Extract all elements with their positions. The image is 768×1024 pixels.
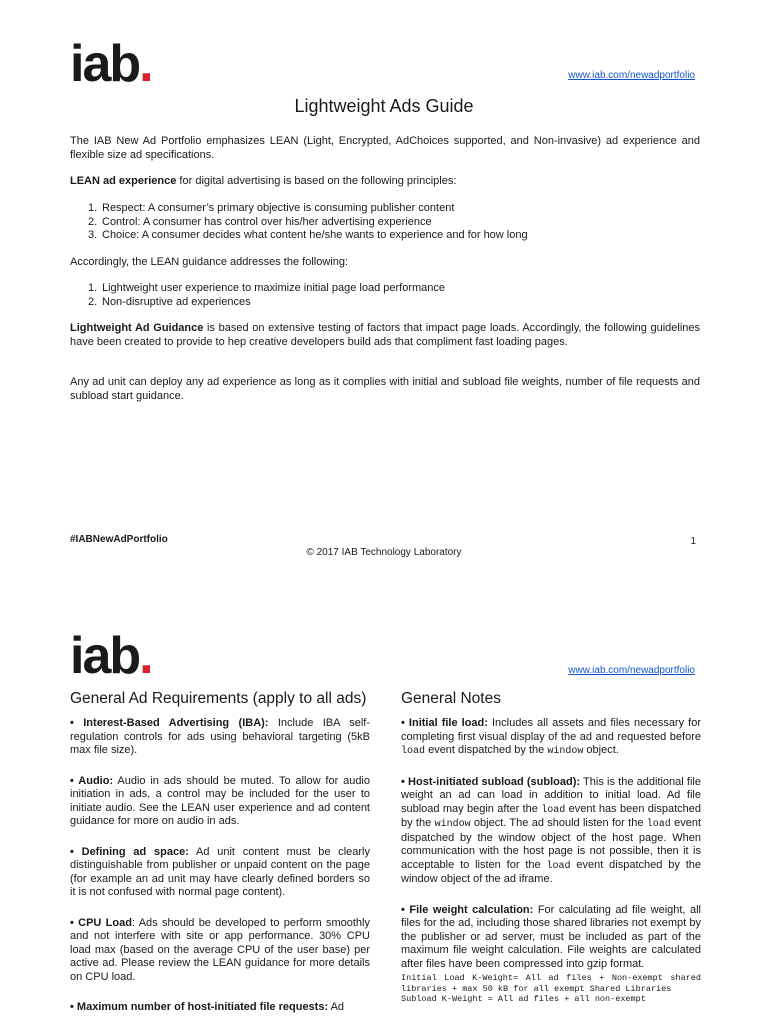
guidance-paragraph xyxy=(70,322,700,349)
list-item: 1. Respect: A consumer’s primary objective is consuming publisher content xyxy=(88,202,455,214)
requirement-item: • Maximum number of host-initiated file requests: Ad xyxy=(70,1001,345,1013)
bullet-icon: • xyxy=(70,1001,77,1013)
lean-text: for digital advertising is based on the following principles: xyxy=(176,175,457,187)
requirements-heading: General Ad Requirements (apply to all ads) xyxy=(70,690,367,707)
logo-text: iab xyxy=(70,627,140,685)
guidance-text: is based on extensive testing of factors that impact page loads. Accordingly, the following guidelines have been created to provide to hep creative developers build ads that compliment fast loading pages. xyxy=(70,322,701,348)
bullet-icon: • xyxy=(70,717,84,729)
note-initial-load: • Initial file load: Includes all assets and files necessary for completing first visual display of the ad and requested before load event dispatched by the window object. xyxy=(401,717,701,757)
bullet-icon: • xyxy=(401,775,409,788)
requirement-item: • CPU Load: Ads should be developed to perform smoothly and not interfere with site or app performance. 30% CPU load max (based on the average CPU of the user base) per active ad. Please review the LEAN guidance for more details on CPU load. xyxy=(70,916,370,983)
bullet-icon: • xyxy=(401,717,409,729)
page-title: Lightweight Ads Guide xyxy=(294,96,474,116)
accordingly-paragraph: Accordingly, the LEAN guidance addresses the following: xyxy=(70,256,349,268)
document-page-2 xyxy=(0,590,768,1024)
list-item: 3. Choice: A consumer decides what content he/she wants to experience and for how long xyxy=(88,229,528,241)
initial-load-formula: Initial Load K-Weight= All ad files + Non-exempt shared libraries + max 50 kB for all exempt Shared Libraries xyxy=(401,973,701,994)
note-file-weight: • File weight calculation: For calculating ad file weight, all files for the ad, including those shared libraries not exempt by the publisher or ad server, must be included as part of the maximum file weight calculation. File weights are calculated after files have been compressed into gzip format. xyxy=(401,903,701,970)
addresses-list xyxy=(70,282,690,309)
guidance-bold: Lightweight Ad Guidance xyxy=(70,322,204,334)
logo-dot: . xyxy=(139,35,152,93)
bullet-icon: • xyxy=(70,845,82,858)
requirement-item: • Defining ad space: Ad unit content must be clearly distinguishable from publisher or unpaid content on the page (for example an ad unit may have clearly defined borders so it is not confused with normal page content). xyxy=(70,845,370,898)
note-subload: • Host-initiated subload (subload): This is the additional file weight an ad can load in addition to initial load. Ad file subload may begin after the load event has been dispatched by the window object. The ad should listen for the load event dispatched by the window object of the host page. When communication with the host page is not possible, then it is acceptable to listen for the load event dispatched by the window object of the ad iframe. xyxy=(401,775,702,885)
bullet-icon: • xyxy=(70,774,79,787)
requirements-column xyxy=(70,688,370,1015)
bullet-icon: • xyxy=(70,916,79,929)
iab-logo xyxy=(70,627,152,685)
principles-list xyxy=(70,202,690,243)
lean-paragraph xyxy=(70,175,700,189)
bullet-icon: • xyxy=(401,903,410,916)
list-item: 2. Control: A consumer has control over his/her advertising experience xyxy=(88,215,432,228)
copyright: © 2017 IAB Technology Laboratory xyxy=(306,547,462,558)
notes-column xyxy=(401,688,701,1005)
portfolio-link[interactable]: www.iab.com/newadportfolio xyxy=(568,665,695,676)
intro-paragraph: The IAB New Ad Portfolio emphasizes LEAN (Light, Encrypted, AdChoices supported, and Non-invasive) ad experience and flexible size ad specifications. xyxy=(70,135,700,161)
requirement-item: • Audio: Audio in ads should be muted. To allow for audio initiation in ads, a control may be included for the user to initiate audio. See the LEAN user experience and ad content guidance for more on audio in ads. xyxy=(70,774,370,827)
iab-logo xyxy=(70,35,152,93)
logo-text: iab xyxy=(70,35,140,93)
list-item: 1. Lightweight user experience to maximize initial page load performance xyxy=(88,282,446,294)
lean-bold: LEAN ad experience xyxy=(70,175,177,187)
page-number: 1 xyxy=(690,536,696,547)
footer-hashtag: #IABNewAdPortfolio xyxy=(70,534,168,545)
any-ad-paragraph: Any ad unit can deploy any ad experience as long as it complies with initial and subload file weights, number of file requests and subload start guidance. xyxy=(70,376,700,402)
list-item: 2. Non-disruptive ad experiences xyxy=(88,295,251,308)
notes-heading: General Notes xyxy=(401,690,501,707)
requirement-item: • Interest-Based Advertising (IBA): Include IBA self-regulation controls for ads using behavioral targeting (5kB max file size). xyxy=(70,717,370,756)
subload-formula: Subload K-Weight = All ad files + all non-exempt xyxy=(401,994,646,1004)
logo-dot: . xyxy=(139,627,152,685)
portfolio-link[interactable]: www.iab.com/newadportfolio xyxy=(568,70,695,81)
